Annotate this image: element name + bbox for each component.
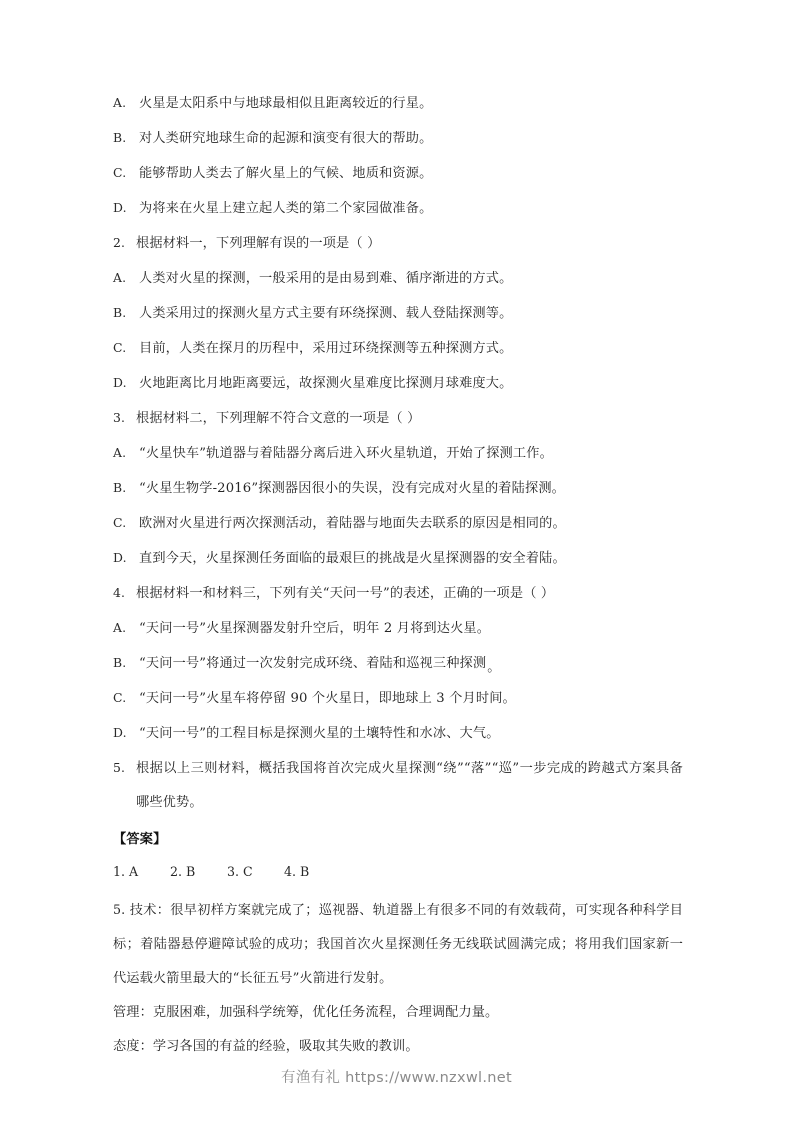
option-text: “天问一号”火星车将停留 90 个火星日，即地球上 3 个月时间。 <box>139 691 516 706</box>
answer-section <box>113 823 683 1064</box>
option-text: 火星是太阳系中与地球最相似且距离较近的行星。 <box>139 96 433 111</box>
option-letter: B. <box>113 305 127 320</box>
option-letter: D. <box>113 725 127 740</box>
question-number: 2. <box>113 235 126 250</box>
option-letter: A. <box>113 445 127 460</box>
option-text: 人类采用过的探测火星方式主要有环绕探测、载人登陆探测等。 <box>139 306 513 321</box>
option-row <box>113 121 683 156</box>
option-text-main: “天问一号”将通过一次发射完成环绕、着陆和巡视三种探测 <box>139 656 487 671</box>
option-letter: A. <box>113 270 127 285</box>
question-5 <box>113 751 683 820</box>
question-1-options <box>113 86 683 226</box>
option-letter: C. <box>113 690 127 705</box>
option-letter: A. <box>113 620 127 635</box>
answer-number: 5. <box>113 902 126 917</box>
option-text: “火星生物学-2016”探测器因很小的失误，没有完成对火星的着陆探测。 <box>139 481 565 496</box>
option-text: “天问一号”的工程目标是探测火星的土壤特性和水冰、大气。 <box>139 726 500 741</box>
question-stem <box>113 576 683 611</box>
option-row <box>113 261 683 296</box>
question-number: 4. <box>113 585 126 600</box>
answer-extra-line: 管理：克服困难，加强科学统筹，优化任务流程，合理调配力量。 <box>113 1005 499 1020</box>
answer-key-item: 2. B <box>170 864 196 879</box>
option-trailing-period: 。 <box>487 660 501 675</box>
footer-watermark: 有渔有礼 https://www.nzxwl.net <box>281 1070 512 1086</box>
option-text: 人类对火星的探测，一般采用的是由易到难、循序渐进的方式。 <box>139 271 513 286</box>
option-letter: B. <box>113 480 127 495</box>
option-letter: C. <box>113 340 127 355</box>
answer-key-item: 3. C <box>227 864 253 879</box>
option-letter: B. <box>113 130 127 145</box>
answer-extra-line: 态度：学习各国的有益的经验，吸取其失败的教训。 <box>113 1039 419 1054</box>
option-letter: D. <box>113 550 127 565</box>
question-stem-text: 根据材料二，下列理解不符合文意的一项是（ ） <box>136 411 421 426</box>
question-number: 5. <box>113 760 126 775</box>
question-stem-text: 根据以上三则材料，概括我国将首次完成火星探测“绕”“落”“巡”一步完成的跨越式方案具备哪些优势。 <box>136 761 683 810</box>
question-4 <box>113 576 683 751</box>
option-row <box>113 436 683 471</box>
question-stem-text: 根据材料一和材料三，下列有关“天问一号”的表述，正确的一项是（ ） <box>136 586 555 601</box>
question-3 <box>113 401 683 576</box>
option-text: 能够帮助人类去了解火星上的气候、地质和资源。 <box>139 166 433 181</box>
answer-heading: 【答案】 <box>113 832 167 847</box>
option-row <box>113 156 683 191</box>
answer-key-item: 1. A <box>113 864 139 879</box>
option-text: “火星快车”轨道器与着陆器分离后进入环火星轨道，开始了探测工作。 <box>139 446 553 461</box>
option-row <box>113 471 683 506</box>
document-content <box>113 86 683 1064</box>
option-letter: D. <box>113 200 127 215</box>
option-row <box>113 296 683 331</box>
option-text: 为将来在火星上建立起人类的第二个家园做准备。 <box>139 201 433 216</box>
option-row <box>113 611 683 646</box>
option-row <box>113 646 683 681</box>
option-row <box>113 506 683 541</box>
option-letter: C. <box>113 515 127 530</box>
question-stem <box>113 401 683 436</box>
option-text: 直到今天，火星探测任务面临的最艰巨的挑战是火星探测器的安全着陆。 <box>139 551 566 566</box>
option-text: 对人类研究地球生命的起源和演变有很大的帮助。 <box>139 131 433 146</box>
option-row <box>113 191 683 226</box>
option-text: “天问一号”火星探测器发射升空后，明年 2 月将到达火星。 <box>139 621 491 636</box>
question-stem <box>113 226 683 261</box>
option-row <box>113 331 683 366</box>
option-letter: D. <box>113 375 127 390</box>
answer-5-paragraph <box>113 893 683 996</box>
option-row <box>113 716 683 751</box>
question-number: 3. <box>113 410 126 425</box>
option-row <box>113 541 683 576</box>
option-row <box>113 86 683 121</box>
option-text: 欧洲对火星进行两次探测活动，着陆器与地面失去联系的原因是相同的。 <box>139 516 566 531</box>
answer-key-row <box>113 857 683 887</box>
option-letter: B. <box>113 655 127 670</box>
answer-5-text: 技术：很早初样方案就完成了；巡视器、轨道器上有很多不同的有效载荷，可实现各种科学目标；着陆器悬停避障试验的成功；我国首次火星探测任务无线联试圆满完成；将用我们国家新一代运载火箭里最大的“长征五号”火箭进行发射。 <box>113 903 683 986</box>
question-stem-text: 根据材料一，下列理解有误的一项是（ ） <box>136 236 381 251</box>
option-letter: A. <box>113 95 127 110</box>
option-text: 目前，人类在探月的历程中，采用过环绕探测等五种探测方式。 <box>139 341 513 356</box>
option-row <box>113 366 683 401</box>
answer-key-item: 4. B <box>284 864 310 879</box>
question-2 <box>113 226 683 401</box>
option-row <box>113 681 683 716</box>
option-letter: C. <box>113 165 127 180</box>
option-text: 火地距离比月地距离要远，故探测火星难度比探测月球难度大。 <box>139 376 513 391</box>
option-text <box>139 647 683 681</box>
